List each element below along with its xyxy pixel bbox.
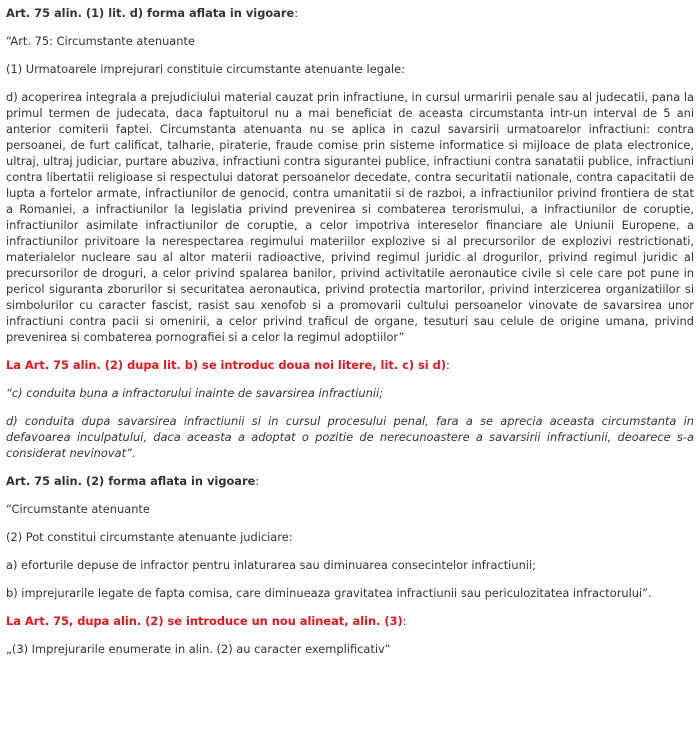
quote-title: “Art. 75: Circumstante atenuante	[6, 34, 195, 48]
heading-colon: :	[446, 358, 450, 372]
heading-art75-alin1-current	[6, 5, 694, 21]
paragraph-lit-d: d) acoperirea integrala a prejudiciului material cauzat prin infractiune, in cursul urmaririi penale sau al judecatii, pana la primul termen de judecata, daca faptuitorul nu a mai beneficiat de aceasta circumstanta intr-un interval de 5 ani anterior comiterii faptei. Circumstanta atenuanta nu se aplica in cazul savarsirii urmatoarelor infractiuni: contra persoanei, de furt calificat, talharie, piraterie, fraude comise prin sisteme informatice si mijloace de plata electronice, ultraj, ultraj judiciar, purtare abuziva, infractiuni contra sigurantei publice, infractiuni contra sanatatii publice, infractiuni contra libertatii religioase si respectului datorat persoanelor decedate, contra securitatii nationale, contra capacitatii de lupta a fortelor armate, infractiunilor de genocid, contra umanitatii si de razboi, a infractiunilor privind frontiera de stat a Romaniei, a infractiunilor la legislatia privind prevenirea si combaterea terorismului, a infractiunilor de coruptie, infractiunilor asimilate infractiunilor de coruptie, a celor impotriva intereselor financiare ale Uniunii Europene, a infractiunilor privitoare la nerespectarea regimului materiilor explozive si al precursorilor de explozivi restrictionati, materialelor nucleare sau al altor materii radioactive, privind regimul juridic al drogurilor, privind regimul juridic al precursorilor de droguri, a celor privind spalarea banilor, privind activitatile aeronautice civile si cele care pot pune in pericol siguranta zborurilor si securitatea aeronautica, privind protectia martorilor, privind interzicerea organizatiilor si simbolurilor cu caracter fascist, rasist sau xenofob si a promovarii cultului persoanelor vinovate de savarsirea unor infractiuni contra pacii si omenirii, a celor privind traficul de organe, tesuturi sau celule de origine umana, privind prevenirea si combaterea pornografiei si a celor la regimul adoptiilor”	[6, 90, 694, 344]
quote-title: “Circumstante atenuante	[6, 502, 150, 516]
amendment-alin3: „(3) Imprejurarile enumerate in alin. (2) au caracter exemplificativ”	[6, 642, 391, 656]
paragraph-alin1: (1) Urmatoarele imprejurari constituie circumstante atenuante legale:	[6, 62, 405, 76]
paragraph-lit-a: a) eforturile depuse de infractor pentru inlaturarea sau diminuarea consecintelor infractiunii;	[6, 558, 536, 572]
paragraph-lit-b: b) imprejurarile legate de fapta comisa, care diminueaza gravitatea infractiunii sau periculozitatea infractorului”.	[6, 586, 652, 600]
amendment-lit-c: “c) conduita buna a infractorului inainte de savarsirea infractiunii;	[6, 386, 384, 400]
heading-colon: :	[294, 6, 299, 20]
heading-colon: :	[402, 614, 407, 628]
heading-text: La Art. 75 alin. (2) dupa lit. b) se introduc doua noi litere, lit. c) si d)	[6, 358, 447, 372]
heading-text: La Art. 75, dupa alin. (2) se introduce un nou alineat, alin. (3)	[6, 614, 403, 628]
paragraph-alin2: (2) Pot constitui circumstante atenuante judiciare:	[6, 530, 293, 544]
heading-colon: :	[255, 474, 260, 488]
heading-art75-alin2-current	[6, 473, 694, 489]
heading-text: Art. 75 alin. (2) forma aflata in vigoare	[6, 474, 256, 488]
heading-text: Art. 75 alin. (1) lit. d) forma aflata in vigoare	[6, 6, 295, 20]
heading-amendment-2	[6, 613, 694, 629]
amendment-lit-d: d) conduita dupa savarsirea infractiunii si in cursul procesului penal, fara a se aprecia aceasta circumstanta in defavoarea inculpatului, daca aceasta a adoptat o pozitie de nerecunoastere a savarsirii infractiunii, deoarece s-a considerat nevinovat”.	[6, 414, 694, 460]
heading-amendment-1	[6, 357, 694, 373]
